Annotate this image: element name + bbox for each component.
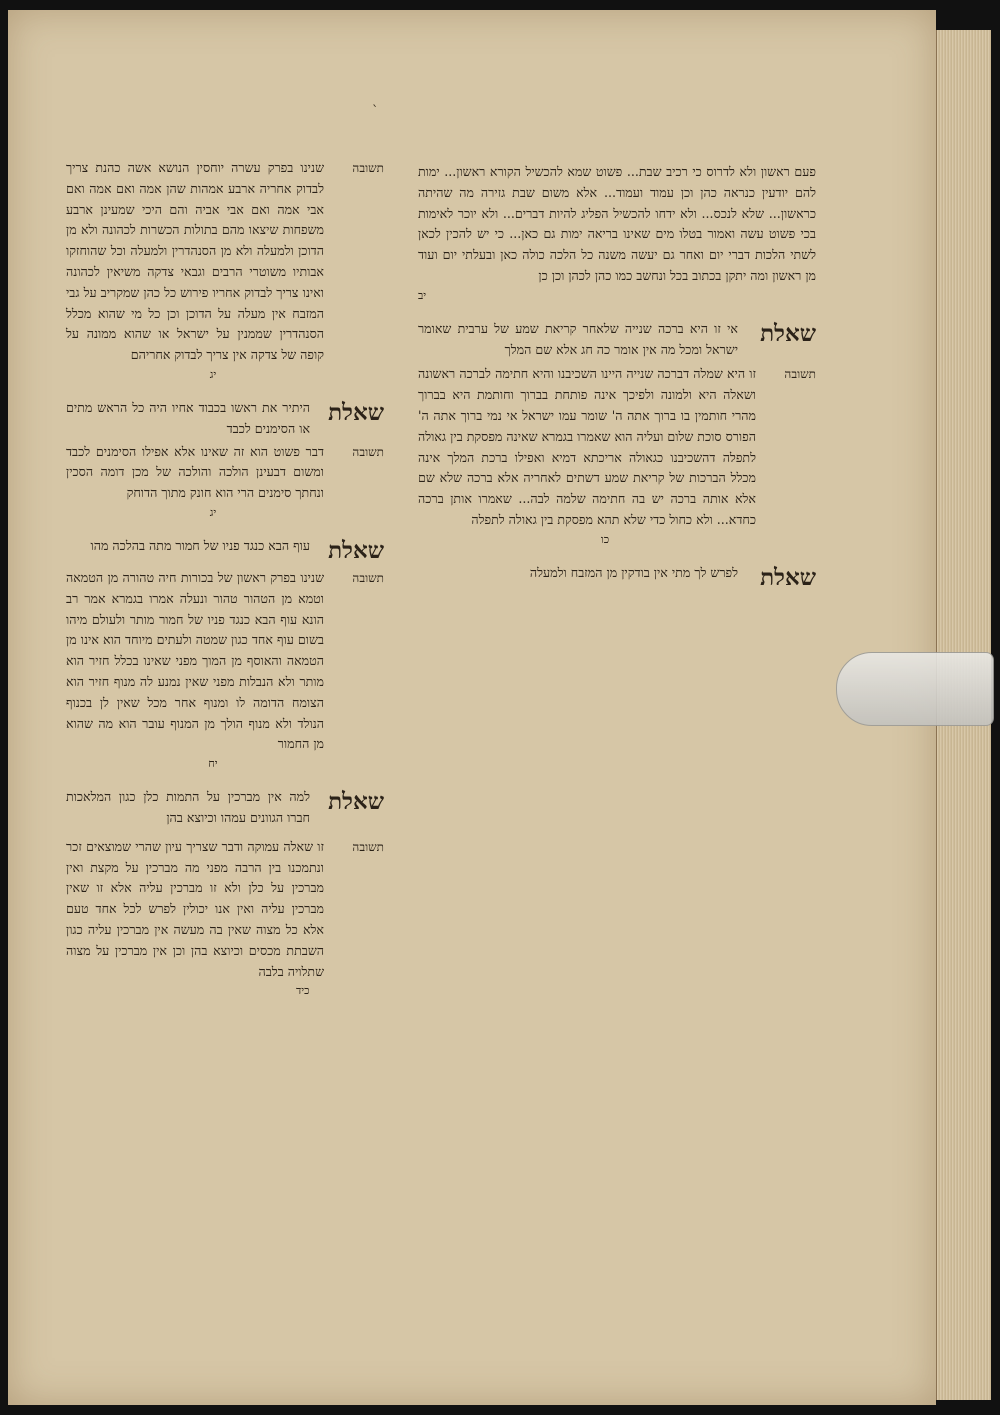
- teshuvah-label: תשובה: [352, 444, 384, 459]
- right-teshuvah-1: [418, 364, 816, 530]
- right-sheelah-1: [418, 319, 816, 361]
- teshuvah-label: תשובה: [352, 839, 384, 854]
- teshuvah-signature: יג: [209, 367, 217, 381]
- sheelah-question: לפרש לך מתי אין בודקין מן המזבח ולמעלה: [529, 564, 738, 580]
- right-opening-signature: יב: [418, 288, 427, 302]
- right-opening-text: פעם ראשון ולא לדרוס כי רכיב שבת... פשוט שמא להכשיל הקורא ראשון... ימות להם יודעין כנראה כהן וכן עמוד ועמוד... אלא משום שבת גזירה מה שהיתה כראשון... שלא לנכס... ולא ידחו להכשיל הפליג להיות דברים... ולא יוכר לאימות בכי פשוט עשה ואמור בטלו מים שאינו בריאה ימות גם כאן... כי יש להכין לכאן לשתי הלכות דברי יום ואחר גם יעשה משנה כל הלכה כולה כאן ובעלתי יום ועוד מן ראשון ומה יתקן בכתוב בכל ונחשב כמו כהן לכהן וכן כן: [418, 164, 816, 283]
- sheelah-question: למה אין מברכין על התמות כלן כגון המלאכות חברו הגוונים עמהו וכיוצא בהן: [66, 789, 310, 825]
- left-sheelah-2: [66, 536, 384, 566]
- left-sheelah-1: [66, 398, 384, 440]
- right-column: [418, 162, 816, 593]
- teshuvah-answer: זו היא שמלה דברכה שנייה היינו השכיבנו והיא חתימה לברכה ראשונה ושאלה היא ולמונה ולפיכך אינה פותחת בברוך וחותמת היא בברוך מהרי חותמין בו ברוך אתה ה' שומר עמו ישראל אי נמי ברוך אתה ה' הפורס סוכת שלום ועליה הוא שאמרו בגמרא שאינה מפסקת בין גאולה לתפלה דהשכיבנו כגאולה אריכתא דמיא ואפילו ברכת המלך אינה מכלל הברכות של קריאת שמע דשתים לאחריה אלא ברכה שלא שם אלא אותה ברכה יש בה חתימה שלמה לבה... שאמרו אותן ברכה כחדא... ולא כחול כדי שלא תהא מפסקת בין גאולה לתפלה: [418, 366, 756, 527]
- right-sheelah-2: [418, 563, 816, 593]
- sheelah-heading: שאלת: [760, 563, 816, 591]
- teshuvah-signature: כו: [600, 532, 610, 546]
- teshuvah-signature: יג: [209, 505, 217, 519]
- left-teshuvah-3: [66, 837, 384, 983]
- teshuvah-answer: שנינו בפרק עשרה יוחסין הנושא אשה כהנת צריך לבדוק אחריה ארבע אמהות שהן אמה ואם אמה ואם אבי אמה ואם אבי אביה והם היכי שמעינן ארבע משפחות שיצאו מהם בתולות הכשרות לכהונה ולא מן הדוכן ולמעלה ולא מן הסנהדרין ולמעלה וכל שהוחזקו אבותיו משוטרי הרבים וגבאי צדקה משיאין לכהונה ואינו צריך לבדוק אחריו פירוש כל כהן שמקריב על גבי המזבח אין מעלה על הדוכן וכן כל מי שהוא מכלל הסנהדרין שממנין על ישראל או שהוא ממונה על קופה של צדקה אין צריך לבדוק אחריהם: [66, 160, 324, 363]
- sheelah-heading: שאלת: [328, 788, 384, 816]
- catchword: כיד: [296, 984, 310, 998]
- sheelah-question: עוף הבא כנגד פניו של חמור מתה בהלכה מהו: [90, 537, 310, 553]
- left-column: [66, 158, 384, 1004]
- teshuvah-label: תשובה: [352, 161, 384, 175]
- teshuvah-label: תשובה: [784, 367, 816, 382]
- left-teshuvah-0: [66, 158, 384, 366]
- bookmark-tab: [836, 652, 994, 726]
- teshuvah-answer: שנינו בפרק ראשון של בכורות חיה טהורה מן הטמאה וטמא מן הטהור טהור ונעלה אמרו בגמרא אמר רב הונא עוף הבא כנגד פניו של חמור מותר ולעולם מיהו בשום עוף אחד כגון שמטה ולעתים מיוחד הוא אינו מן הטמאה והאוסף מן המוך מפני שאינו בכלל חזיר הוא מותר ולא הנבלות מפני שאין נמנע לה מנוף חזיר הוא הצומח הדומה לו ומנוף אחר מכל שאין לן בכנוף הנולד ולא מנוף הולך מן המנוף עובר הוא מה שהוא מן החמור: [66, 569, 324, 752]
- teshuvah-answer: דבר פשוט הוא זה שאינו אלא אפילו הסימנים לכבד ומשום דבעינן הולכה והולכה של מכן דומה הסכין ונחתך סימנים הרי הוא חונק מתוך הדוחק: [66, 443, 324, 501]
- left-teshuvah-2: [66, 568, 384, 755]
- sheelah-heading: שאלת: [760, 319, 816, 347]
- ink-mark: `: [372, 104, 379, 119]
- sheelah-question: אי זו היא ברכה שנייה שלאחר קריאת שמע של ערבית שאומר ישראל ומכל מה אין אומר כה חג אלא שם המלך: [418, 320, 738, 357]
- sheelah-heading: שאלת: [328, 536, 384, 564]
- teshuvah-signature: יח: [208, 757, 218, 771]
- teshuvah-label: תשובה: [352, 570, 384, 585]
- sheelah-heading: שאלת: [328, 398, 384, 426]
- teshuvah-answer: זו שאלה עמוקה ודבר שצריך עיון שהרי שמוצאים זכר ונתמכנו בין הרבה מפני מה מברכין על מקצת ואין מברכין על כלן ולא זו מברכין עליה אלא זו שאין מברכין עליה ואין אנו יכולין לפרש לכל אחד טעם אלא כל מצוה שאין בה מעשה אין מברכין עליה כגון השבתת מכסים וכיוצא בהן וכן אין מברכין על מצוה שתלויה בלבה: [66, 838, 324, 979]
- left-sheelah-3: [66, 787, 384, 829]
- left-teshuvah-1: [66, 442, 384, 504]
- sheelah-question: היתיר את ראשו בכבוד אחיו היה כל הראש מתים או הסימנים לכבד: [66, 399, 310, 436]
